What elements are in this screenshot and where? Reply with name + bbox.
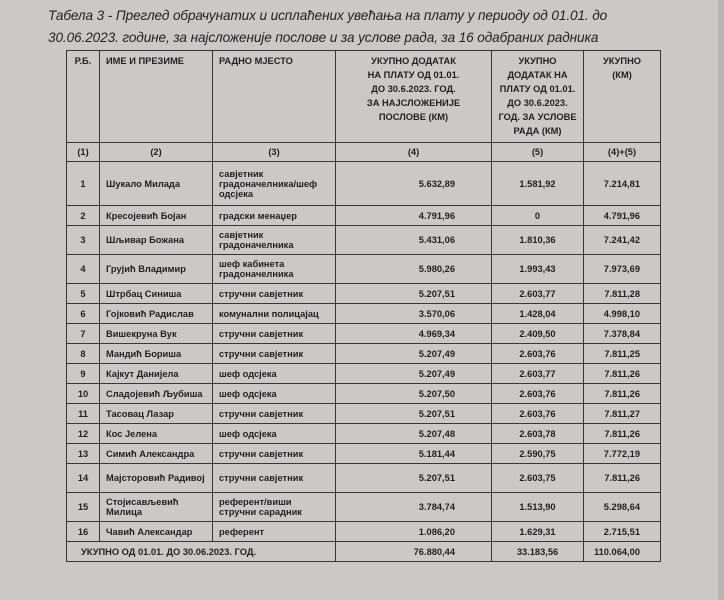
employee-name: Кајкут Данијела xyxy=(100,364,213,384)
column-number-row xyxy=(67,143,661,162)
work-conditions-allowance: 2.603,76 xyxy=(492,344,584,364)
work-conditions-allowance: 1.810,36 xyxy=(492,226,584,255)
row-number: 16 xyxy=(67,522,100,542)
job-position: градски менаџер xyxy=(213,206,336,226)
job-position: стручни савјетник xyxy=(213,344,336,364)
work-conditions-allowance: 1.428,04 xyxy=(492,304,584,324)
table-row xyxy=(67,522,661,542)
row-number: 10 xyxy=(67,384,100,404)
employee-name: Мајсторовић Радивој xyxy=(100,464,213,493)
header-name: ИМЕ И ПРЕЗИМЕ xyxy=(100,51,213,143)
table-row xyxy=(67,304,661,324)
table-row xyxy=(67,404,661,424)
complex-work-allowance: 5.207,51 xyxy=(336,404,492,424)
header-rb: Р.Б. xyxy=(67,51,100,143)
job-position: стручни савјетник xyxy=(213,444,336,464)
header-total xyxy=(584,51,661,143)
employee-name: Штрбац Синиша xyxy=(100,284,213,304)
row-number: 7 xyxy=(67,324,100,344)
job-position: стручни савјетник xyxy=(213,404,336,424)
employee-name: Вишекруна Вук xyxy=(100,324,213,344)
table-row xyxy=(67,206,661,226)
complex-work-allowance: 1.086,20 xyxy=(336,522,492,542)
header-line: ДО 30.6.2023. ГОД. xyxy=(371,84,456,94)
job-position: шеф кабинета градоначелника xyxy=(213,255,336,284)
header-line: ГОД. ЗА УСЛОВЕ xyxy=(498,112,577,122)
column-number: (2) xyxy=(100,143,213,162)
row-number: 4 xyxy=(67,255,100,284)
table-row xyxy=(67,162,661,206)
column-number: (4) xyxy=(336,143,492,162)
work-conditions-allowance: 2.603,77 xyxy=(492,284,584,304)
complex-work-allowance: 5.431,06 xyxy=(336,226,492,255)
row-total: 4.998,10 xyxy=(584,304,661,324)
work-conditions-allowance: 2.603,76 xyxy=(492,384,584,404)
row-number: 1 xyxy=(67,162,100,206)
row-total: 4.791,96 xyxy=(584,206,661,226)
header-row xyxy=(67,51,661,143)
row-number: 13 xyxy=(67,444,100,464)
work-conditions-allowance: 1.513,90 xyxy=(492,493,584,522)
job-position: стручни савјетник xyxy=(213,284,336,304)
total-sum: 110.064,00 xyxy=(584,542,661,562)
row-total: 7.241,42 xyxy=(584,226,661,255)
header-line: РАДА (КМ) xyxy=(513,126,562,136)
complex-work-allowance: 5.207,49 xyxy=(336,344,492,364)
employee-name: Стојисављевић Милица xyxy=(100,493,213,522)
header-line: УКУПНО xyxy=(602,56,642,66)
row-total: 5.298,64 xyxy=(584,493,661,522)
header-line: ЗА НАЈСЛОЖЕНИЈЕ xyxy=(366,98,461,108)
table-row xyxy=(67,344,661,364)
header-line: ПОСЛОВЕ (КМ) xyxy=(378,112,449,122)
employee-name: Симић Александра xyxy=(100,444,213,464)
table-row xyxy=(67,384,661,404)
row-number: 3 xyxy=(67,226,100,255)
employee-name: Шукало Милада xyxy=(100,162,213,206)
row-number: 12 xyxy=(67,424,100,444)
table-row xyxy=(67,493,661,522)
employee-name: Чавић Александар xyxy=(100,522,213,542)
complex-work-allowance: 5.632,89 xyxy=(336,162,492,206)
row-total: 7.973,69 xyxy=(584,255,661,284)
header-line: (КМ) xyxy=(612,70,632,80)
employee-name: Кресојевић Бојан xyxy=(100,206,213,226)
table-row xyxy=(67,226,661,255)
job-position: стручни савјетник xyxy=(213,324,336,344)
complex-work-allowance: 3.784,74 xyxy=(336,493,492,522)
job-position: савјетник градоначелника/шеф одсјека xyxy=(213,162,336,206)
table-caption xyxy=(48,5,688,49)
job-position: стручни савјетник xyxy=(213,464,336,493)
work-conditions-allowance: 1.993,43 xyxy=(492,255,584,284)
work-conditions-allowance: 2.603,78 xyxy=(492,424,584,444)
work-conditions-allowance: 2.603,77 xyxy=(492,364,584,384)
work-conditions-allowance: 1.629,31 xyxy=(492,522,584,542)
employee-name: Шљивар Божана xyxy=(100,226,213,255)
table-row xyxy=(67,284,661,304)
row-number: 8 xyxy=(67,344,100,364)
complex-work-allowance: 5.207,50 xyxy=(336,384,492,404)
work-conditions-allowance: 2.409,50 xyxy=(492,324,584,344)
caption-line-1: Табела 3 - Преглед обрачунатих и исплаћених увећања на плату у периоду од 01.01. до xyxy=(48,8,608,23)
column-number: (5) xyxy=(492,143,584,162)
job-position: комунални полицајац xyxy=(213,304,336,324)
complex-work-allowance: 5.207,49 xyxy=(336,364,492,384)
table-row xyxy=(67,255,661,284)
complex-work-allowance: 5.980,26 xyxy=(336,255,492,284)
total-label: УКУПНО ОД 01.01. ДО 30.06.2023. ГОД. xyxy=(67,542,336,562)
header-line: ДО 30.6.2023. xyxy=(507,98,568,108)
header-line: УКУПНО xyxy=(518,56,557,66)
page-edge-shadow xyxy=(718,0,724,600)
work-conditions-allowance: 2.590,75 xyxy=(492,444,584,464)
work-conditions-allowance: 1.581,92 xyxy=(492,162,584,206)
complex-work-allowance: 5.207,51 xyxy=(336,284,492,304)
header-complex-allowance xyxy=(336,51,492,143)
column-number: (3) xyxy=(213,143,336,162)
row-number: 15 xyxy=(67,493,100,522)
job-position: савјетник градоначелника xyxy=(213,226,336,255)
table-row xyxy=(67,444,661,464)
row-total: 7.772,19 xyxy=(584,444,661,464)
row-number: 9 xyxy=(67,364,100,384)
complex-work-allowance: 5.207,51 xyxy=(336,464,492,493)
row-total: 7.811,27 xyxy=(584,404,661,424)
table-row xyxy=(67,324,661,344)
header-line: УКУПНО ДОДАТАК xyxy=(371,56,456,66)
job-position: шеф одсјека xyxy=(213,384,336,404)
complex-work-allowance: 3.570,06 xyxy=(336,304,492,324)
table-row xyxy=(67,464,661,493)
row-total: 7.811,26 xyxy=(584,364,661,384)
row-total: 7.811,28 xyxy=(584,284,661,304)
header-line: ДОДАТАК НА xyxy=(507,70,568,80)
row-total: 2.715,51 xyxy=(584,522,661,542)
job-position: шеф одсјека xyxy=(213,364,336,384)
header-conditions-allowance xyxy=(492,51,584,143)
row-total: 7.811,25 xyxy=(584,344,661,364)
table-row xyxy=(67,424,661,444)
column-number: (4)+(5) xyxy=(584,143,661,162)
row-number: 2 xyxy=(67,206,100,226)
complex-work-allowance: 5.181,44 xyxy=(336,444,492,464)
column-number: (1) xyxy=(67,143,100,162)
employee-name: Мандић Бориша xyxy=(100,344,213,364)
complex-work-allowance: 4.969,34 xyxy=(336,324,492,344)
row-number: 14 xyxy=(67,464,100,493)
total-conditions: 33.183,56 xyxy=(492,542,584,562)
employee-name: Тасовац Лазар xyxy=(100,404,213,424)
total-row xyxy=(67,542,661,562)
row-number: 6 xyxy=(67,304,100,324)
employee-name: Сладојевић Љубиша xyxy=(100,384,213,404)
salary-increase-table xyxy=(66,50,661,562)
row-number: 11 xyxy=(67,404,100,424)
header-line: ПЛАТУ ОД 01.01. xyxy=(499,84,576,94)
employee-name: Гојковић Радислав xyxy=(100,304,213,324)
row-total: 7.378,84 xyxy=(584,324,661,344)
employee-name: Кос Јелена xyxy=(100,424,213,444)
job-position: референт/виши стручни сарадник xyxy=(213,493,336,522)
complex-work-allowance: 5.207,48 xyxy=(336,424,492,444)
work-conditions-allowance: 0 xyxy=(492,206,584,226)
work-conditions-allowance: 2.603,76 xyxy=(492,404,584,424)
employee-name: Грујић Владимир xyxy=(100,255,213,284)
header-job: РАДНО МЈЕСТО xyxy=(213,51,336,143)
row-total: 7.811,26 xyxy=(584,464,661,493)
row-total: 7.214,81 xyxy=(584,162,661,206)
header-line: НА ПЛАТУ ОД 01.01. xyxy=(367,70,460,80)
row-total: 7.811,26 xyxy=(584,384,661,404)
job-position: референт xyxy=(213,522,336,542)
job-position: шеф одсјека xyxy=(213,424,336,444)
table-row xyxy=(67,364,661,384)
complex-work-allowance: 4.791,96 xyxy=(336,206,492,226)
caption-line-2: 30.06.2023. године, за најсложеније послове и за услове рада, за 16 одабраних радника xyxy=(48,30,599,45)
total-complex: 76.880,44 xyxy=(336,542,492,562)
row-number: 5 xyxy=(67,284,100,304)
work-conditions-allowance: 2.603,75 xyxy=(492,464,584,493)
row-total: 7.811,26 xyxy=(584,424,661,444)
